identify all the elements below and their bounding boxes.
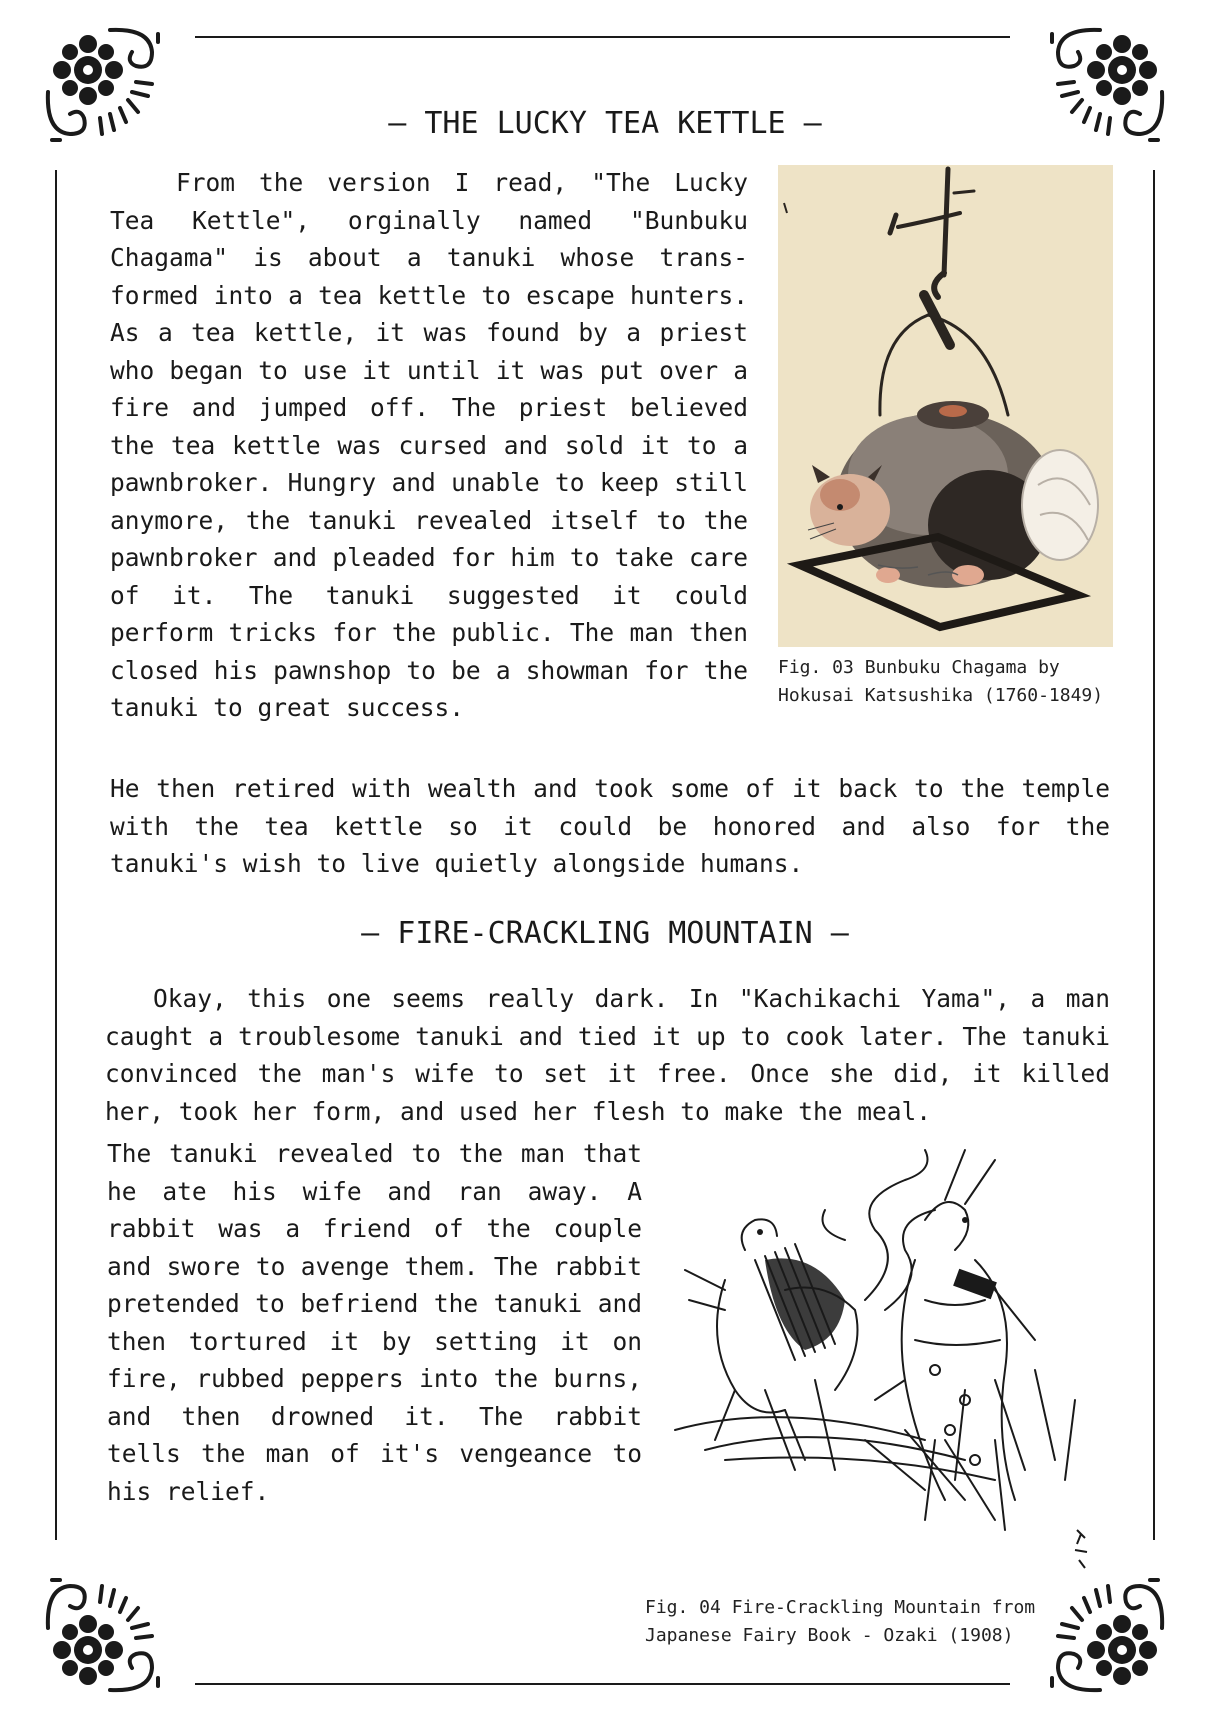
right-border-line — [1153, 170, 1155, 1540]
paragraph-text: He then retired with wealth and took some of it back to the temple with the tea kettle so it could be honored and also for the tanuki's wish to live quietly alongside humans. — [110, 774, 1110, 878]
fire-crackling-paragraph-top — [105, 980, 1110, 1130]
left-border-line — [55, 170, 57, 1540]
corner-ornament-bottom-left-icon — [40, 1568, 170, 1698]
fire-crackling-paragraph-bottom — [107, 1135, 642, 1510]
bunbuku-chagama-print-image — [778, 165, 1113, 647]
section-title-fire-crackling-mountain: — FIRE-CRACKLING MOUNTAIN — — [361, 916, 849, 951]
bottom-border-line — [195, 1683, 1010, 1685]
section-title-lucky-tea-kettle: — THE LUCKY TEA KETTLE — — [388, 106, 822, 141]
figure-03-caption: Fig. 03 Bunbuku Chagama by Hokusai Katsushika (1760-1849) — [778, 657, 1104, 706]
top-border-line — [195, 36, 1010, 38]
fire-crackling-mountain-illustration — [665, 1140, 1120, 1590]
paragraph-text: The tanuki revealed to the man that he ate his wife and ran away. A rabbit was a friend of the couple and swore to avenge them. The rabbit pretended to befriend the tanuki and then tortured it by setting it on fire, rubbed peppers into the burns, and then drowned it. The rabbit tells the man of it's vengeance to his relief. — [107, 1139, 642, 1506]
figure-04-caption: Fig. 04 Fire-Crackling Mountain from Japanese Fairy Book - Ozaki (1908) — [645, 1597, 1036, 1646]
lucky-tea-kettle-paragraph-bottom — [110, 770, 1110, 883]
lucky-tea-kettle-paragraph-top — [110, 164, 748, 727]
paragraph-text: From the version I read, "The Lucky Tea Kettle", orginally named "Bunbuku Chagama" is about a tanuki whose trans-formed into a tea kettle to escape hunters. As a tea kettle, it was found by a priest who began to use it until it was put over a fire and jumped off. The priest believed the tea kettle was cursed and sold it to a pawnbroker. Hungry and unable to keep still anymore, the tanuki revealed itself to the pawnbroker and pleaded for him to take care of it. The tanuki suggested it could perform tricks for the public. The man then closed his pawnshop to be a showman for the tanuki to great success. — [110, 168, 748, 722]
paragraph-text: Okay, this one seems really dark. In "Kachikachi Yama", a man caught a troublesome tanuki and tied it up to cook later. The tanuki convinced the man's wife to set it free. Once she did, it killed her, took her form, and used her flesh to make the meal. — [105, 984, 1110, 1126]
